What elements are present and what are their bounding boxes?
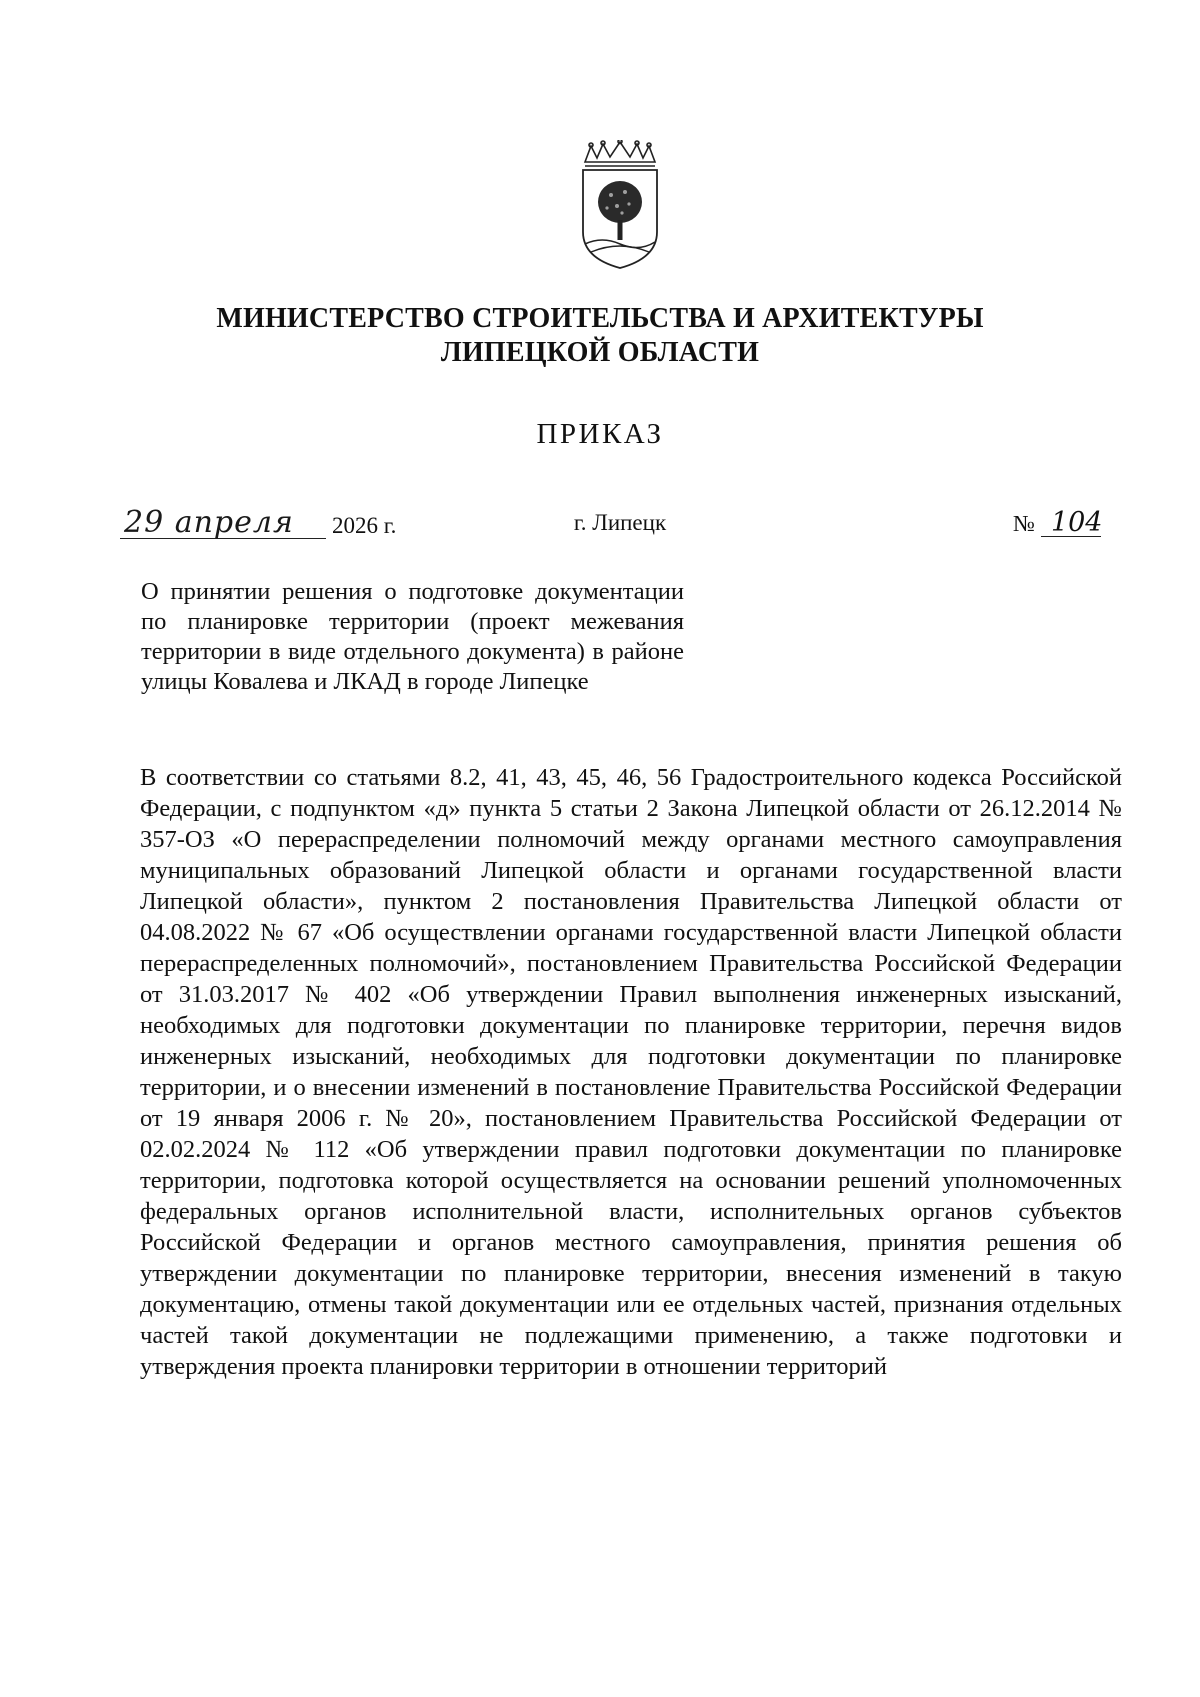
number-handwritten-field	[1041, 504, 1101, 537]
organization-line-2: ЛИПЕЦКОЙ ОБЛАСТИ	[440, 337, 760, 368]
organization-name	[0, 302, 1200, 370]
organization-line-1: МИНИСТЕРСТВО СТРОИТЕЛЬСТВА И АРХИТЕКТУРЫ	[216, 303, 984, 334]
lipetsk-coat-of-arms-icon	[577, 140, 663, 270]
document-number	[1013, 504, 1101, 537]
date-year: 2026 г.	[332, 513, 397, 538]
document-city: г. Липецк	[573, 510, 667, 535]
number-label: №	[1013, 511, 1035, 536]
number-handwritten: 104	[1050, 507, 1103, 538]
date-handwritten: 29 апреля	[124, 505, 294, 540]
document-body-paragraph: В соответствии со статьями 8.2, 41, 43, 45, 46, 56 Градостроительного кодекса Российской Федерации, с подпунктом «д» пункта 5 статьи 2 Закона Липецкой области от 26.12.2014 № 357-ОЗ «О перераспределении полномочий между органами местного самоуправления муниципальных образований Липецкой области и органами государственной власти Липецкой области», пунктом 2 постановления Правительства Липецкой области от 04.08.2022 № 67 «Об осуществлении органами государственной власти Липецкой области перераспределенных полномочий», постановлением Правительства Российской Федерации от 31.03.2017 № 402 «Об утверждении Правил выполнения инженерных изысканий, необходимых для подготовки документации по планировке территории, перечня видов инженерных изысканий, необходимых для подготовки документации по планировке территории, и о внесении изменений в постановление Правительства Российской Федерации от 19 января 2006 г. № 20», постановлением Правительства Российской Федерации от 02.02.2024 № 112 «Об утверждении правил подготовки документации по планировке территории, подготовка которой осуществляется на основании решений уполномоченных федеральных органов исполнительной власти, исполнительных органов субъектов Российской Федерации и органов местного самоуправления, принятия решения об утверждении документации по планировке территории, внесения изменений в такую документацию, отмены такой документации или ее отдельных частей, признания отдельных частей такой документации не подлежащими применению, а также подготовки и утверждения проекта планировки территории в отношении территорий	[140, 764, 1122, 1380]
document-type: ПРИКАЗ	[536, 418, 664, 450]
document-subject: О принятии решения о подготовке документации по планировке территории (проект межевания территории в виде отдельного документа) в районе улицы Ковалева и ЛКАД в городе Липецке	[141, 578, 684, 695]
